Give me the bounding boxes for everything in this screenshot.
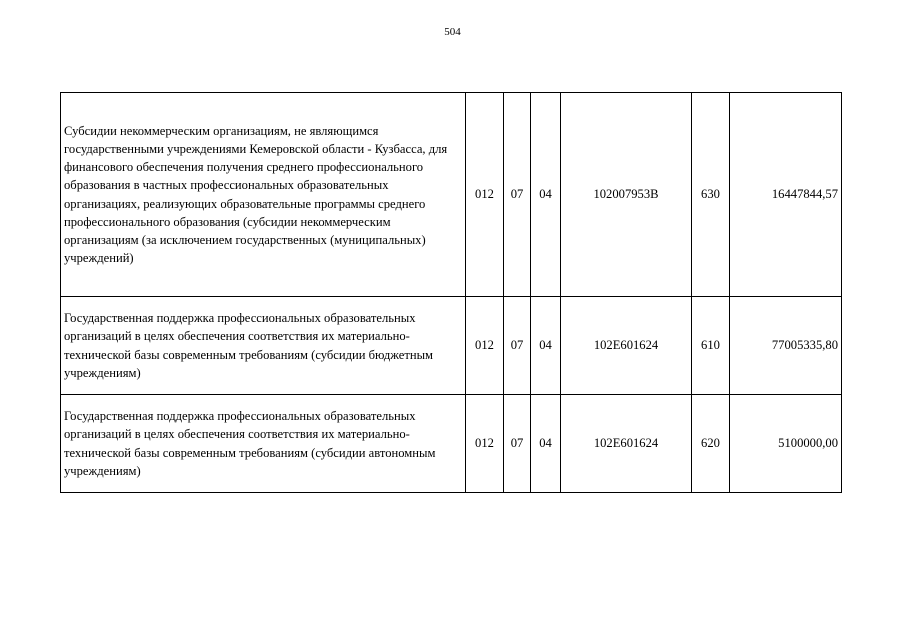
- table-row: [61, 297, 842, 395]
- expense-type-cell: 630: [692, 93, 730, 297]
- subsection-code-cell: 04: [531, 93, 561, 297]
- row-name-cell: Государственная поддержка профессиональных образовательных организаций в целях обеспечения соответствия их материально-технической базы современным требованиям (субсидии бюджетным учреждениям): [61, 297, 466, 395]
- target-article-cell: 102Е601624: [561, 395, 692, 493]
- section-code-cell: 07: [504, 395, 531, 493]
- expense-type-cell: 610: [692, 297, 730, 395]
- subsection-code-cell: 04: [531, 297, 561, 395]
- section-code-cell: 07: [504, 93, 531, 297]
- row-name-cell: Государственная поддержка профессиональных образовательных организаций в целях обеспечения соответствия их материально-технической базы современным требованиям (субсидии автономным учреждениям): [61, 395, 466, 493]
- ministry-code-cell: 012: [466, 297, 504, 395]
- row-name-cell: Субсидии некоммерческим организациям, не являющимся государственными учреждениями Кемеровской области - Кузбасса, для финансового обеспечения получения среднего профессионального образования в частных профессиональных образовательных организациях, реализующих образовательные программы среднего профессионального образования (субсидии некоммерческим организациям (за исключением государственных (муниципальных) учреждений): [61, 93, 466, 297]
- amount-cell: 16447844,57: [730, 93, 842, 297]
- section-code-cell: 07: [504, 297, 531, 395]
- subsection-code-cell: 04: [531, 395, 561, 493]
- amount-cell: 5100000,00: [730, 395, 842, 493]
- target-article-cell: 102007953В: [561, 93, 692, 297]
- table-row: [61, 93, 842, 297]
- target-article-cell: 102Е601624: [561, 297, 692, 395]
- ministry-code-cell: 012: [466, 93, 504, 297]
- page-number: 504: [444, 26, 461, 38]
- amount-cell: 77005335,80: [730, 297, 842, 395]
- budget-table: [60, 92, 842, 493]
- ministry-code-cell: 012: [466, 395, 504, 493]
- expense-type-cell: 620: [692, 395, 730, 493]
- table-row: [61, 395, 842, 493]
